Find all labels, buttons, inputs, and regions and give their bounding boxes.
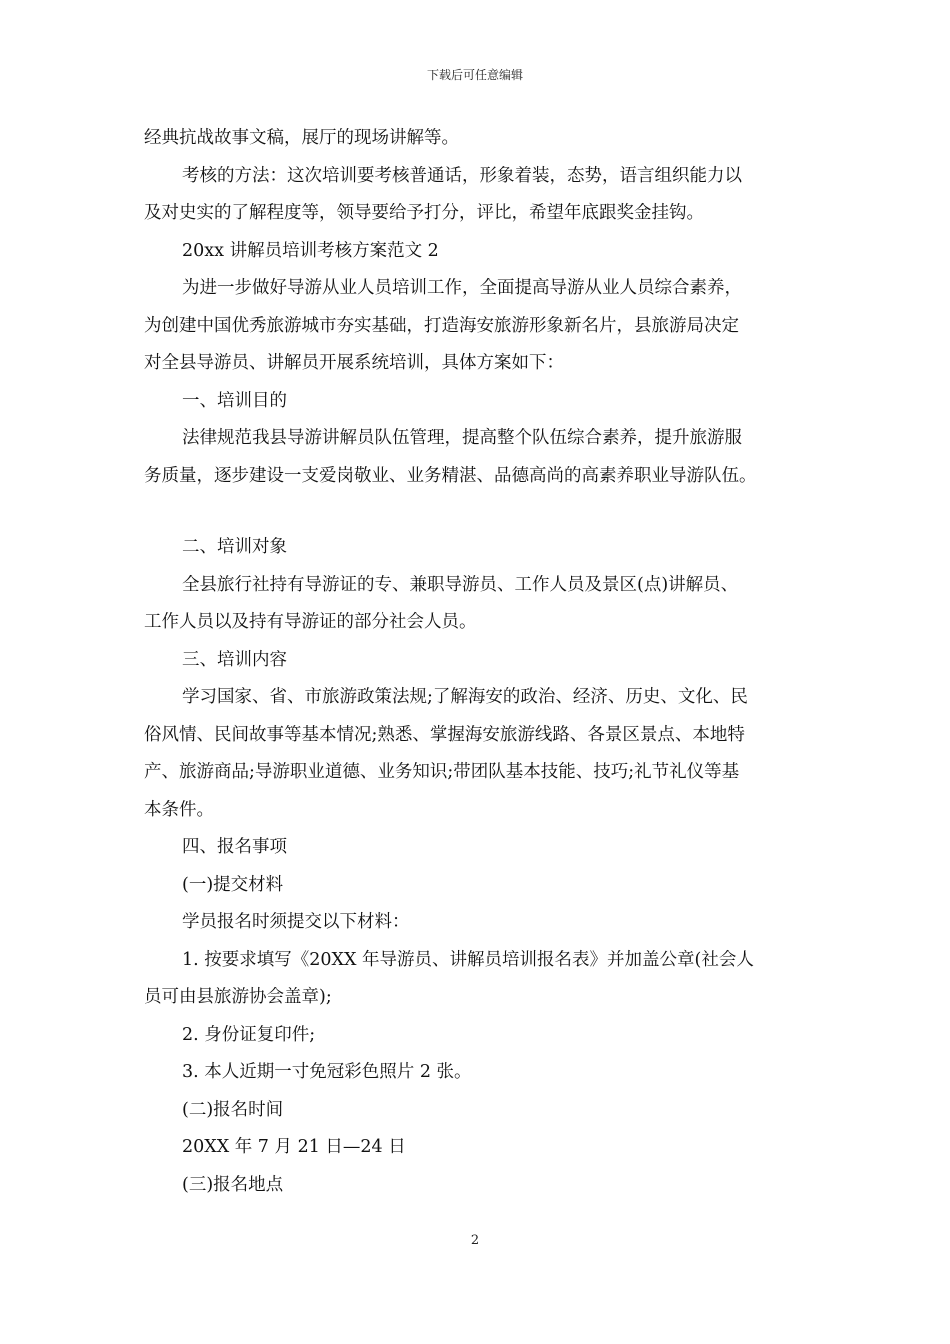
- paragraph-line: 考核的方法：这次培训要考核普通话，形象着装，态势，语言组织能力以: [182, 165, 742, 186]
- subsection-heading: (三)报名地点: [182, 1174, 284, 1195]
- paragraph-line: 经典抗战故事文稿，展厅的现场讲解等。: [144, 128, 459, 148]
- paragraph-line: 工作人员以及持有导游证的部分社会人员。: [144, 612, 477, 632]
- page-number: 2: [470, 1233, 480, 1248]
- paragraph-line: 本条件。: [144, 799, 214, 820]
- blank-gap: [144, 495, 824, 529]
- paragraph-line: 对全县导游员、讲解员开展系统培训，具体方案如下：: [144, 353, 564, 373]
- section-heading: 三、培训内容: [182, 649, 287, 670]
- paragraph-line: 20XX 年 7 月 21 日—24 日: [182, 1137, 406, 1157]
- paragraph-line: 及对史实的了解程度等，领导要给予打分，评比，希望年底跟奖金挂钩。: [144, 203, 704, 223]
- section-heading: 一、培训目的: [182, 390, 287, 411]
- paragraph-line: 全县旅行社持有导游证的专、兼职导游员、工作人员及景区(点)讲解员、: [182, 574, 739, 595]
- document-body: [144, 120, 824, 1204]
- paragraph-line: 学员报名时须提交以下材料：: [182, 912, 410, 932]
- list-item: 1. 按要求填写《20XX 年导游员、讲解员培训报名表》并加盖公章(社会人: [182, 949, 754, 970]
- paragraph-line: 务质量，逐步建设一支爱岗敬业、业务精湛、品德高尚的高素养职业导游队伍。: [144, 465, 757, 486]
- section-heading: 四、报名事项: [182, 837, 287, 857]
- section-heading: 20xx 讲解员培训考核方案范文 2: [182, 240, 439, 261]
- paragraph-line: 为进一步做好导游从业人员培训工作，全面提高导游从业人员综合素养，: [182, 278, 742, 298]
- list-item: 2. 身份证复印件;: [182, 1024, 316, 1045]
- paragraph-line: 产、旅游商品;导游职业道德、业务知识;带团队基本技能、技巧;礼节礼仪等基: [144, 762, 740, 782]
- paragraph-line: 俗风情、民间故事等基本情况;熟悉、掌握海安旅游线路、各景区景点、本地特: [144, 724, 745, 745]
- paragraph-line: 为创建中国优秀旅游城市夯实基础，打造海安旅游形象新名片，县旅游局决定: [144, 315, 739, 336]
- paragraph-line: 学习国家、省、市旅游政策法规;了解海安的政治、经济、历史、文化、民: [182, 687, 748, 707]
- section-heading: 二、培训对象: [182, 537, 287, 557]
- list-item: 3. 本人近期一寸免冠彩色照片 2 张。: [182, 1062, 472, 1082]
- list-item-continuation: 员可由县旅游协会盖章);: [144, 987, 332, 1007]
- page-header: 下载后可任意编辑: [426, 68, 523, 82]
- subsection-heading: (一)提交材料: [182, 874, 284, 895]
- subsection-heading: (二)报名时间: [182, 1099, 284, 1120]
- paragraph-line: 法律规范我县导游讲解员队伍管理，提高整个队伍综合素养，提升旅游服: [182, 428, 742, 448]
